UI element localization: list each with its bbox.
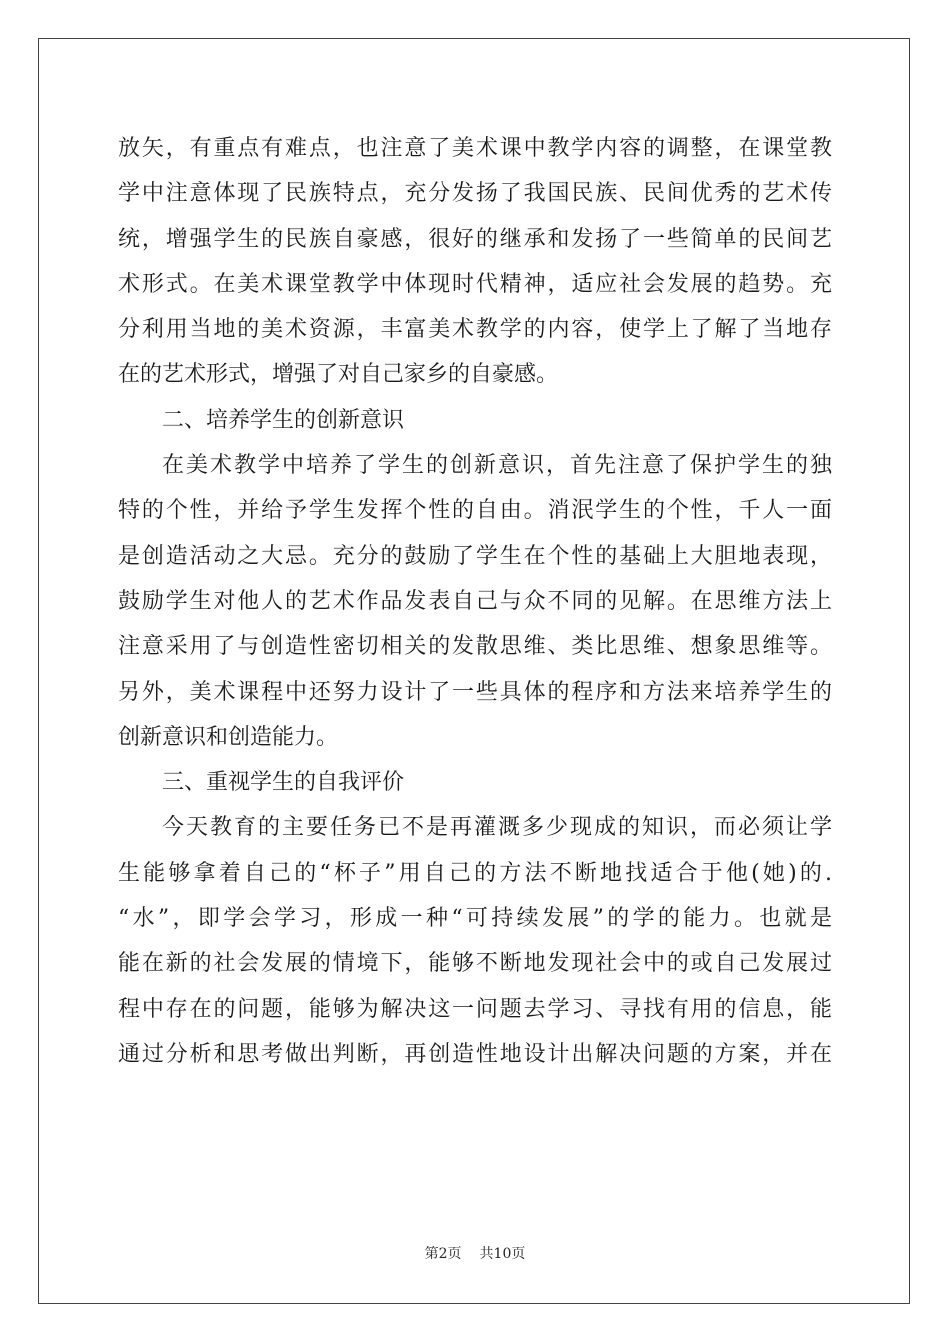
text-line: 在美术教学中培养了学生的创新意识，首先注意了保护学生的独 — [162, 453, 832, 479]
text-line: 能在新的社会发展的情境下，能够不断地发现社会中的或自己发展过 — [118, 951, 832, 977]
text-line: 今天教育的主要任务已不是再灌溉多少现成的知识，而必须让学 — [162, 815, 832, 841]
section-heading: 三、重视学生的自我评价 — [162, 770, 405, 796]
text-line: 学中注意体现了民族特点，充分发扬了我国民族、民间优秀的艺术传 — [118, 181, 832, 207]
text-line: 放矢，有重点有难点，也注意了美术课中教学内容的调整，在课堂教 — [118, 136, 832, 161]
text-line: 在的艺术形式，增强了对自己家乡的自豪感。 — [118, 362, 559, 388]
text-line: 生能够拿着自己的“杯子”用自己的方法不断地找适合于他(她)的. — [118, 860, 832, 886]
text-line: 程中存在的问题，能够为解决这一问题去学习、寻找有用的信息，能 — [118, 996, 832, 1022]
page-total: 共10页 — [479, 1246, 526, 1262]
page-number: 第2页 — [424, 1246, 462, 1262]
text-line: 另外，美术课程中还努力设计了一些具体的程序和方法来培养学生的 — [118, 679, 832, 705]
page-footer — [0, 1243, 950, 1263]
text-line: 分利用当地的美术资源，丰富美术教学的内容，使学上了解了当地存 — [118, 317, 832, 343]
text-line: “水”，即学会学习，形成一种“可持续发展”的学的能力。也就是 — [118, 906, 832, 932]
text-line: 统，增强学生的民族自豪感，很好的继承和发扬了一些简单的民间艺 — [118, 226, 832, 252]
text-line: 创新意识和创造能力。 — [118, 724, 339, 750]
text-line: 注意采用了与创造性密切相关的发散思维、类比思维、想象思维等。 — [118, 634, 832, 660]
text-line: 术形式。在美术课堂教学中体现时代精神，适应社会发展的趋势。充 — [118, 271, 832, 297]
text-line: 是创造活动之大忌。充分的鼓励了学生在个性的基础上大胆地表现， — [118, 543, 832, 569]
text-line: 特的个性，并给予学生发挥个性的自由。消泯学生的个性，千人一面 — [118, 498, 832, 524]
section-heading: 二、培养学生的创新意识 — [162, 407, 405, 433]
document-body — [118, 126, 832, 1077]
text-line: 鼓励学生对他人的艺术作品发表自己与众不同的见解。在思维方法上 — [118, 588, 832, 614]
text-line: 通过分析和思考做出判断，再创造性地设计出解决问题的方案，并在 — [118, 1041, 832, 1067]
